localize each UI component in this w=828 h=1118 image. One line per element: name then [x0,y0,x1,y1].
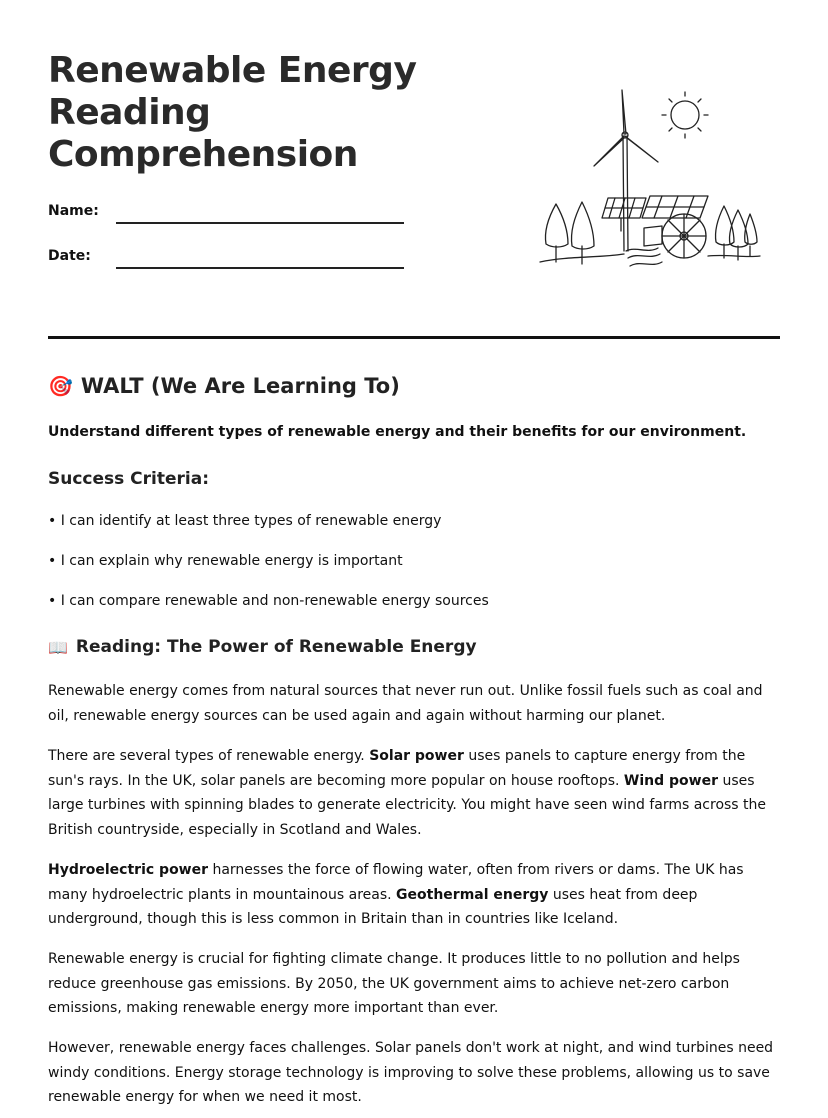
wind-turbine-icon [594,90,658,251]
date-field-line[interactable] [116,267,404,269]
walt-objective: Understand different types of renewable energy and their benefits for our environment. [48,424,747,440]
reading-paragraph-4: Renewable energy is crucial for fighting climate change. It produces little to no pollution and helps reduce greenhouse gas emissions. By 2050, the UK government aims to achieve net-zero carbon emissions, making renewable energy more important than ever. [48,951,740,1016]
success-criteria-heading: Success Criteria: [48,469,210,489]
tree-icon [715,206,757,260]
name-field-line[interactable] [116,222,404,224]
reading-paragraph-1: Renewable energy comes from natural sources that never run out. Unlike fossil fuels such as coal and oil, renewable energy sources can be used again and again without harming our planet. [48,683,763,724]
tree-icon [545,202,594,264]
text-span: uses panels to capture energy from the sun's rays. In the UK, solar panels are becoming more popular on house rooftops. [48,748,746,789]
text-span: harnesses the force of flowing water, often from rivers or dams. The UK has many hydroelectric plants in mountainous areas. [48,862,744,903]
reading-paragraph-2 [48,744,783,842]
section-divider [48,336,780,339]
reading-paragraph-3 [48,858,783,932]
walt-heading-text: WALT (We Are Learning To) [80,374,400,398]
reading-heading-text: Reading: The Power of Renewable Energy [75,637,477,657]
name-label: Name: [48,203,99,219]
book-icon: 📖 [48,637,68,657]
water-wheel-icon [626,214,706,266]
criteria-item: • I can identify at least three types of renewable energy [48,513,442,529]
sun-icon [662,92,708,138]
text-span: uses large turbines with spinning blades to generate electricity. You might have seen wind farms across the British countryside, especially in Scotland and Wales. [48,772,767,838]
solar-power-term: Solar power [369,748,464,764]
page-title: Renewable Energy Reading Comprehension [48,50,417,175]
hydroelectric-power-term: Hydroelectric power [48,862,209,878]
wind-power-term: Wind power [623,772,718,789]
text-span: There are several types of renewable energy. [48,748,370,764]
renewable-energy-illustration [538,86,762,276]
date-label: Date: [48,248,91,264]
geothermal-energy-term: Geothermal energy [396,886,549,903]
target-icon: 🎯 [48,374,73,398]
criteria-item: • I can compare renewable and non-renewable energy sources [48,593,489,609]
solar-panel-icon [602,196,708,231]
text-span: uses heat from deep underground, though this is less common in Britain than in countries like Iceland. [48,886,698,927]
criteria-item: • I can explain why renewable energy is important [48,553,403,569]
walt-heading [48,374,400,398]
reading-paragraph-5: However, renewable energy faces challenges. Solar panels don't work at night, and wind turbines need windy conditions. Energy storage technology is improving to solve these problems, allowing us to save renewable energy for when we need it most. [48,1040,774,1105]
reading-heading [48,637,477,657]
